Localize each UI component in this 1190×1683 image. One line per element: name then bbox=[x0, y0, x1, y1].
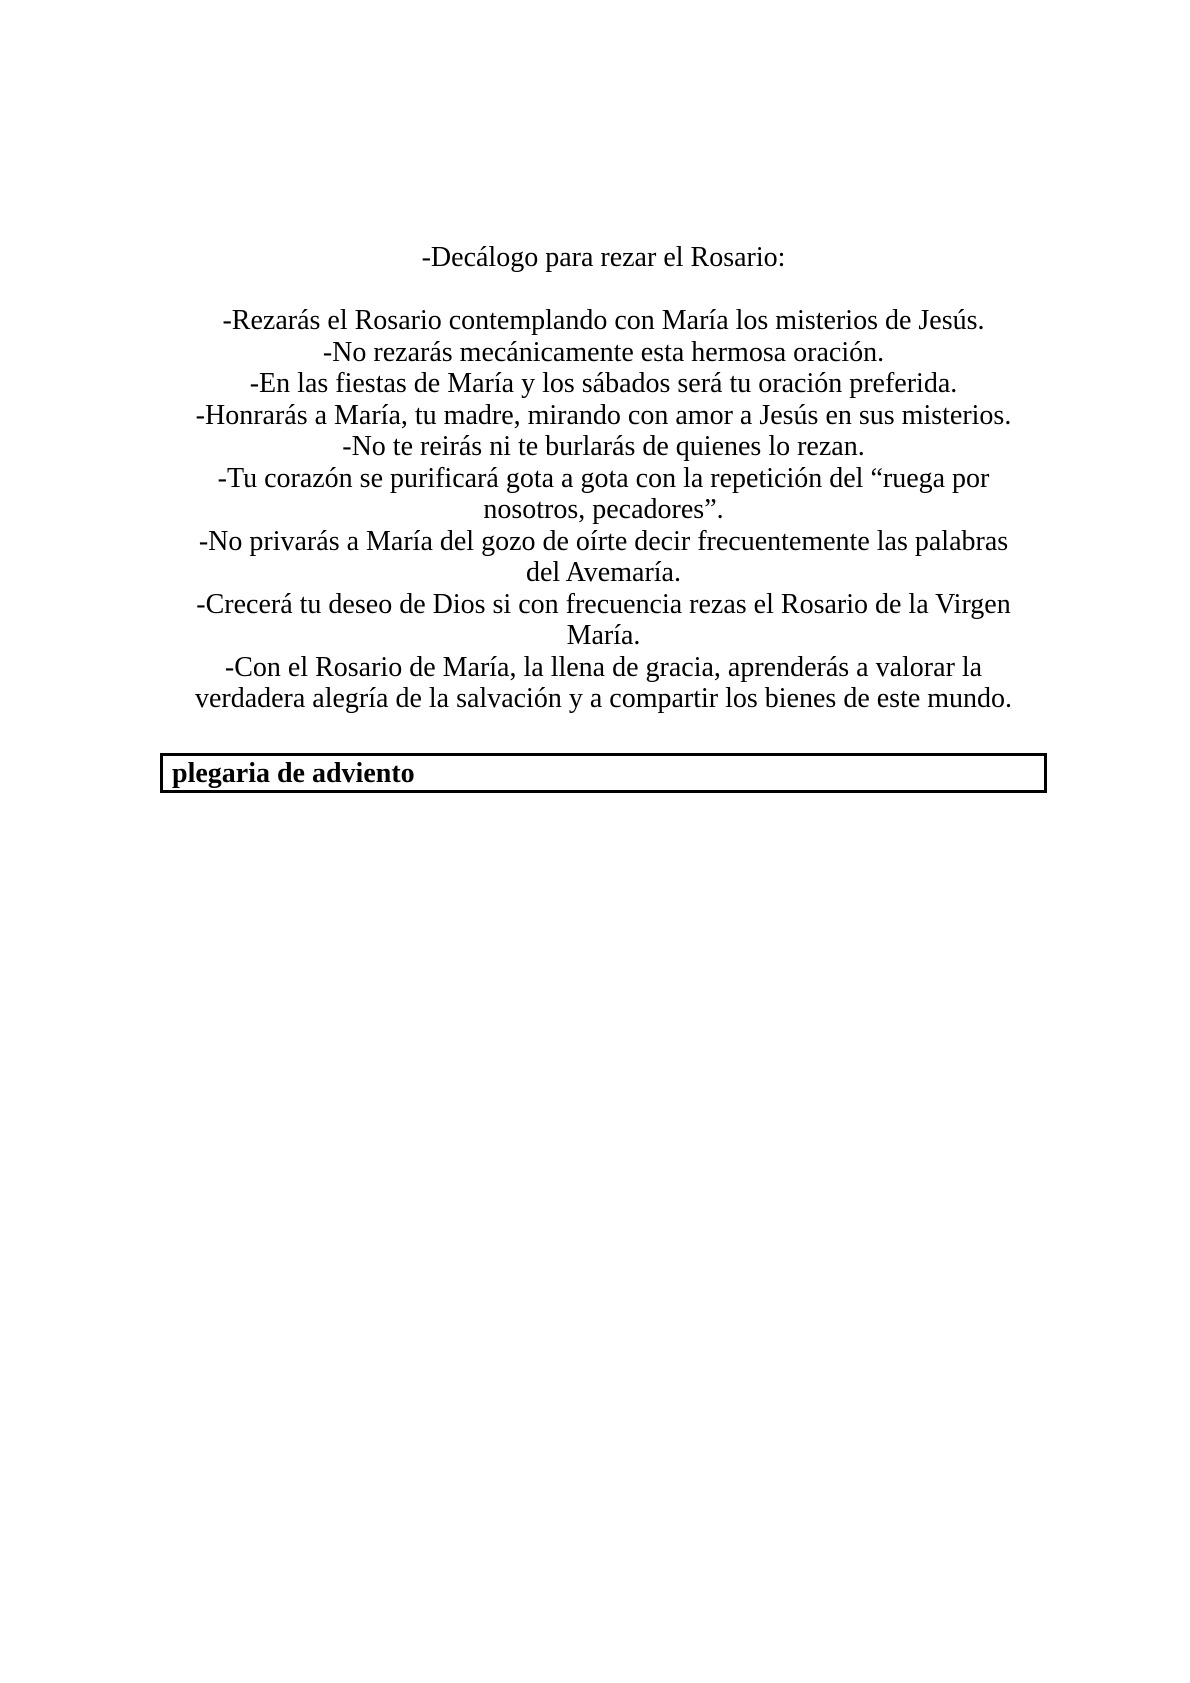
decalogo-line: -Honrarás a María, tu madre, mirando con amor a Jesús en sus misterios. bbox=[195, 399, 1012, 431]
decalogo-line: -Rezarás el Rosario contemplando con María los misterios de Jesús. bbox=[222, 305, 985, 336]
document-title: -Decálogo para rezar el Rosario: bbox=[421, 242, 786, 273]
decalogo-line: -Tu corazón se purificará gota a gota con la repetición del “ruega por bbox=[217, 462, 990, 494]
decalogo-line: verdadera alegría de la salvación y a compartir los bienes de este mundo. bbox=[194, 683, 1013, 714]
decalogo-line: -En las fiestas de María y los sábados será tu oración preferida. bbox=[249, 368, 958, 399]
decalogo-line: -No rezarás mecánicamente esta hermosa oración. bbox=[322, 336, 885, 368]
decalogo-line: -No privarás a María del gozo de oírte decir frecuentemente las palabras bbox=[198, 525, 1009, 557]
decalogo-line: -No te reirás ni te burlarás de quienes lo rezan. bbox=[342, 431, 865, 462]
decalogo-line: del Avemaría. bbox=[526, 557, 681, 588]
decalogo-line: nosotros, pecadores”. bbox=[483, 494, 724, 525]
decalogo-line: María. bbox=[566, 620, 641, 651]
decalogo-line: -Crecerá tu deseo de Dios si con frecuencia rezas el Rosario de la Virgen bbox=[196, 588, 1011, 620]
plegaria-heading-box bbox=[160, 753, 1047, 793]
decalogo-text-block bbox=[160, 305, 1047, 715]
text-column bbox=[160, 0, 1047, 793]
plegaria-heading-label: plegaria de adviento bbox=[172, 757, 415, 789]
decalogo-line: -Con el Rosario de María, la llena de gracia, aprenderás a valorar la bbox=[224, 651, 983, 683]
